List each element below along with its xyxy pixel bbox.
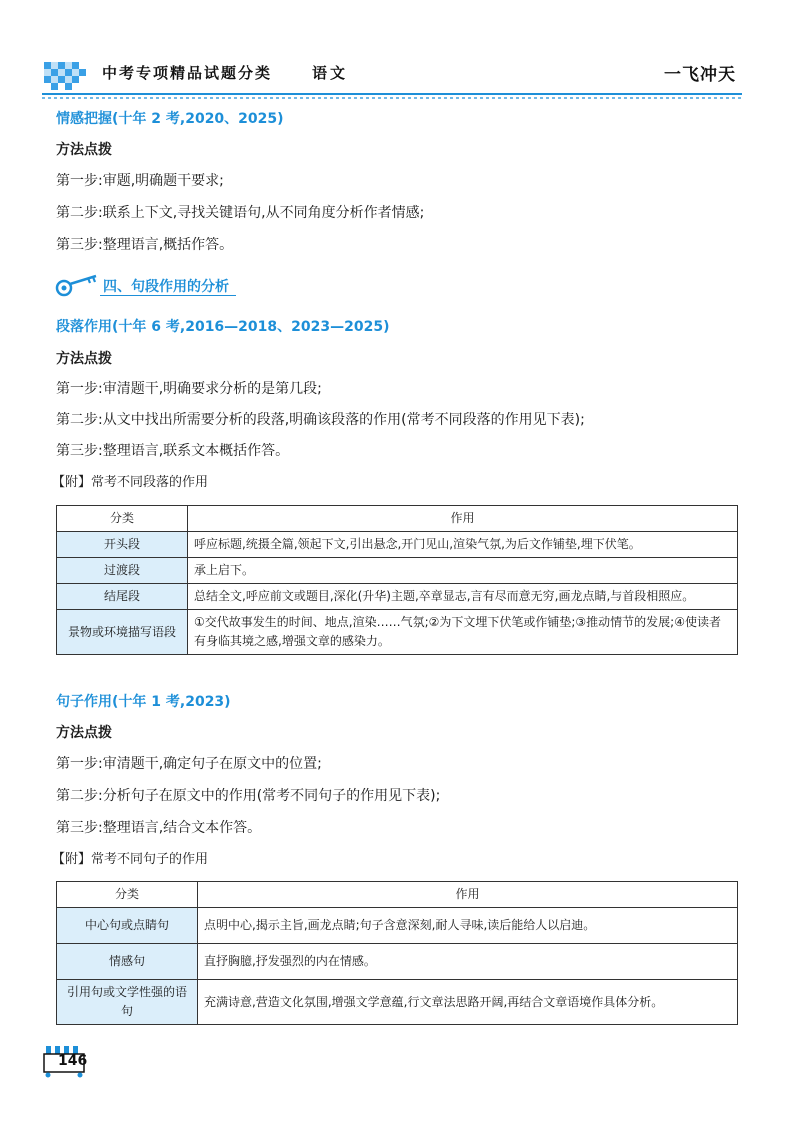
- emotion-step-3: 第三步:整理语言,概括作答。: [56, 237, 234, 253]
- key-icon: [54, 272, 100, 298]
- table-header-row: [57, 506, 738, 532]
- table-row: [57, 908, 738, 944]
- sentence-section-title: 句子作用(十年 1 考,2023): [56, 694, 231, 710]
- table-row: [57, 532, 738, 558]
- table-row: [57, 610, 738, 655]
- table-header-function: 作用: [198, 882, 738, 908]
- emotion-section-title: 情感把握(十年 2 考,2020、2025): [56, 111, 284, 127]
- table-cell-category: 引用句或文学性强的语句: [57, 980, 198, 1025]
- table-cell-function: 呼应标题,统摄全篇,领起下文,引出悬念,开门见山,渲染气氛,为后文作铺垫,埋下伏笔。: [188, 532, 738, 558]
- table-cell-function: 直抒胸臆,抒发强烈的内在情感。: [198, 944, 738, 980]
- table-cell-category: 开头段: [57, 532, 188, 558]
- table-header-category: 分类: [57, 882, 198, 908]
- header-brand: 一飞冲天: [664, 65, 736, 85]
- table-row: [57, 558, 738, 584]
- header-series-title: 中考专项精品试题分类: [102, 64, 273, 82]
- table-row: [57, 584, 738, 610]
- table-cell-category: 情感句: [57, 944, 198, 980]
- table-cell-category: 结尾段: [57, 584, 188, 610]
- paragraph-section-title: 段落作用(十年 6 考,2016—2018、2023—2025): [56, 319, 390, 335]
- header-divider: [42, 92, 742, 100]
- sentence-step-2: 第二步:分析句子在原文中的作用(常考不同句子的作用见下表);: [56, 788, 441, 804]
- header-subject: 语文: [312, 64, 349, 82]
- table-cell-category: 过渡段: [57, 558, 188, 584]
- page-number: 146: [58, 1053, 88, 1069]
- emotion-method-heading: 方法点拨: [56, 142, 112, 158]
- table-cell-function: 总结全文,呼应前文或题目,深化(升华)主题,卒章显志,言有尽而意无穷,画龙点睛,与首段相照应。: [188, 584, 738, 610]
- paragraph-step-3: 第三步:整理语言,联系文本概括作答。: [56, 443, 290, 459]
- sentence-step-1: 第一步:审清题干,确定句子在原文中的位置;: [56, 756, 322, 772]
- header-checker-icon: [42, 58, 92, 92]
- table-header-row: [57, 882, 738, 908]
- emotion-step-2: 第二步:联系上下文,寻找关键语句,从不同角度分析作者情感;: [56, 205, 425, 221]
- paragraph-step-1: 第一步:审清题干,明确要求分析的是第几段;: [56, 381, 322, 397]
- table-cell-category: 中心句或点睛句: [57, 908, 198, 944]
- section-4-underline: [100, 295, 236, 296]
- paragraph-function-table: [56, 505, 738, 655]
- paragraph-method-heading: 方法点拨: [56, 351, 112, 367]
- table-row: [57, 980, 738, 1025]
- table-cell-function: 承上启下。: [188, 558, 738, 584]
- table-row: [57, 944, 738, 980]
- sentence-method-heading: 方法点拨: [56, 725, 112, 741]
- table-cell-function: 充满诗意,营造文化氛围,增强文学意蕴,行文章法思路开阔,再结合文章语境作具体分析。: [198, 980, 738, 1025]
- table-header-category: 分类: [57, 506, 188, 532]
- section-4-title: 四、句段作用的分析: [103, 279, 229, 295]
- table-header-function: 作用: [188, 506, 738, 532]
- paragraph-step-2: 第二步:从文中找出所需要分析的段落,明确该段落的作用(常考不同段落的作用见下表);: [56, 412, 585, 428]
- emotion-step-1: 第一步:审题,明确题干要求;: [56, 173, 224, 189]
- sentence-function-table: [56, 881, 738, 1025]
- table-cell-function: 点明中心,揭示主旨,画龙点睛;句子含意深刻,耐人寻味,读后能给人以启迪。: [198, 908, 738, 944]
- sentence-step-3: 第三步:整理语言,结合文本作答。: [56, 820, 262, 836]
- table-cell-category: 景物或环境描写语段: [57, 610, 188, 655]
- table-cell-function: ①交代故事发生的时间、地点,渲染……气氛;②为下文埋下伏笔或作铺垫;③推动情节的发展;④使读者有身临其境之感,增强文章的感染力。: [188, 610, 738, 655]
- sentence-appendix-label: 【附】常考不同句子的作用: [52, 852, 209, 867]
- paragraph-appendix-label: 【附】常考不同段落的作用: [52, 475, 209, 490]
